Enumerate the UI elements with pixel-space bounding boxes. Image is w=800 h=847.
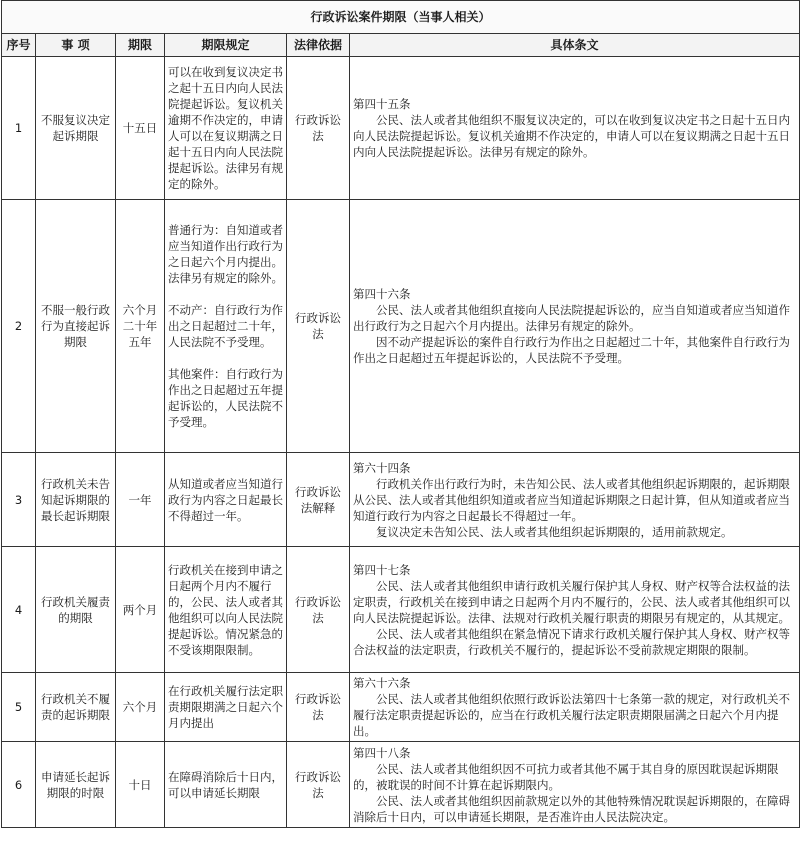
article-number: 第四十六条 [353, 287, 411, 301]
row-item: 申请延长起诉期限的时限 [36, 742, 116, 828]
deadline-table [1, 0, 800, 828]
row-rule [165, 547, 287, 673]
row-item: 行政机关不履责的起诉期限 [36, 673, 116, 742]
header-basis: 法律依据 [287, 34, 350, 57]
row-text [350, 57, 800, 200]
term-value: 五年 [128, 335, 152, 349]
paragraph-gap [168, 350, 283, 366]
row-rule [165, 453, 287, 547]
row-text [350, 453, 800, 547]
table-row [2, 547, 800, 673]
table-body [2, 1, 800, 828]
rule-paragraph: 从知道或者应当知道行政行为内容之日起最长不得超过一年。 [168, 476, 283, 523]
header-term: 期限 [116, 34, 165, 57]
row-rule [165, 57, 287, 200]
row-basis: 行政诉讼法 [287, 742, 350, 828]
header-text: 具体条文 [350, 34, 800, 57]
row-term [116, 200, 165, 453]
article-paragraph: 行政机关作出行政行为时，未告知公民、法人或者其他组织起诉期限的，起诉期限从公民、法人或者其他组织知道或者应当知道起诉期限之日起计算，但从知道或者应当知道行政行为内容之日起最长不得超过一年。 [353, 476, 790, 523]
rule-paragraph: 在障碍消除后十日内，可以申请延长期限 [168, 769, 283, 800]
article-paragraph: 复议决定未告知公民、法人或者其他组织起诉期限的，适用前款规定。 [376, 524, 733, 539]
title-row [2, 1, 800, 34]
article-number: 第四十八条 [353, 745, 411, 760]
article-paragraph: 公民、法人或者其他组织在紧急情况下请求行政机关履行保护其人身权、财产权等合法权益的法定职责，行政机关不履行的，提起诉讼不受前款规定期限的限制。 [353, 626, 790, 657]
term-value: 六个月 [122, 700, 158, 714]
table-row [2, 453, 800, 547]
row-index: 4 [2, 547, 36, 673]
row-item: 行政机关履责的期限 [36, 547, 116, 673]
article-number: 第四十七条 [353, 562, 411, 577]
row-basis: 行政诉讼法 [287, 57, 350, 200]
article-paragraph: 公民、法人或者其他组织因前款规定以外的其他特殊情况耽误起诉期限的，在障碍消除后十日内，可以申请延长期限，是否准许由人民法院决定。 [353, 793, 790, 824]
row-basis: 行政诉讼法 [287, 547, 350, 673]
article-paragraph: 因不动产提起诉讼的案件自行政行为作出之日起超过二十年，其他案件自行政行为作出之日起超过五年提起诉讼的，人民法院不予受理。 [353, 335, 790, 365]
row-item: 不服复议决定起诉期限 [36, 57, 116, 200]
article-paragraph: 公民、法人或者其他组织直接向人民法院提起诉讼的，应当自知道或者应当知道作出行政行为之日起六个月内提出。法律另有规定的除外。 [353, 303, 790, 333]
article-paragraph: 公民、法人或者其他组织因不可抗力或者其他不属于其自身的原因耽误起诉期限的，被耽误的时间不计算在起诉期限内。 [353, 761, 779, 792]
term-value: 十日 [128, 777, 152, 792]
table-row [2, 673, 800, 742]
row-rule [165, 200, 287, 453]
term-value: 十五日 [122, 121, 158, 135]
row-text [350, 673, 800, 742]
table-row [2, 57, 800, 200]
row-text [350, 547, 800, 673]
row-item: 行政机关未告知起诉期限的最长起诉期限 [36, 453, 116, 547]
row-term [116, 673, 165, 742]
table-row [2, 200, 800, 453]
table-title: 行政诉讼案件期限（当事人相关） [2, 1, 800, 34]
rule-paragraph: 可以在收到复议决定书之起十五日内向人民法院提起诉讼。复议机关逾期不作决定的，申请人可以在复议期满之日起十五日内向人民法院提起诉讼。法律另有规定的除外。 [168, 65, 283, 191]
paragraph-gap [168, 286, 283, 302]
table-row [2, 742, 800, 828]
term-value: 六个月 [122, 303, 158, 317]
article-number: 第六十四条 [353, 460, 411, 475]
row-rule [165, 742, 287, 828]
row-basis: 行政诉讼法解释 [287, 453, 350, 547]
article-paragraph: 公民、法人或者其他组织依照行政诉讼法第四十七条第一款的规定，对行政机关不履行法定职责提起诉讼的，应当在行政机关履行法定职责期限届满之日起六个月内提出。 [353, 692, 790, 738]
article-number: 第六十六条 [353, 676, 411, 690]
row-index: 1 [2, 57, 36, 200]
row-index: 3 [2, 453, 36, 547]
article-number: 第四十五条 [353, 97, 411, 111]
rule-paragraph: 在行政机关履行法定职责期限期满之日起六个月内提出 [168, 684, 283, 730]
row-index: 2 [2, 200, 36, 453]
rule-paragraph: 不动产：自行政行为作出之日起超过二十年，人民法院不予受理。 [168, 303, 283, 349]
article-paragraph: 公民、法人或者其他组织申请行政机关履行保护其人身权、财产权等合法权益的法定职责，行政机关在接到申请之日起两个月内不履行的，公民、法人或者其他组织可以向人民法院提起诉讼。法律、法规对行政机关履行职责的期限另有规定的，从其规定。 [353, 578, 790, 625]
term-value: 两个月 [122, 602, 158, 617]
row-basis: 行政诉讼法 [287, 673, 350, 742]
rule-paragraph: 普通行为：自知道或者应当知道作出行政行为之日起六个月内提出。法律另有规定的除外。 [168, 223, 283, 285]
header-rule: 期限规定 [165, 34, 287, 57]
row-term [116, 453, 165, 547]
row-text [350, 742, 800, 828]
article-paragraph: 公民、法人或者其他组织不服复议决定的，可以在收到复议决定书之日起十五日内向人民法院提起诉讼。复议机关逾期不作决定的，申请人可以在复议期满之日起十五日内向人民法院提起诉讼。法律另有规定的除外。 [353, 113, 790, 159]
row-index: 5 [2, 673, 36, 742]
row-index: 6 [2, 742, 36, 828]
term-value: 二十年 [122, 319, 158, 333]
rule-paragraph: 行政机关在接到申请之日起两个月内不履行的，公民、法人或者其他组织可以向人民法院提起诉讼。情况紧急的不受该期限限制。 [168, 562, 283, 657]
row-term [116, 547, 165, 673]
row-term [116, 57, 165, 200]
rule-paragraph: 其他案件：自行政行为作出之日起超过五年提起诉讼的，人民法院不予受理。 [168, 367, 283, 429]
header-item: 事 项 [36, 34, 116, 57]
row-term [116, 742, 165, 828]
header-row [2, 34, 800, 57]
row-item: 不服一般行政行为直接起诉期限 [36, 200, 116, 453]
row-rule [165, 673, 287, 742]
row-basis: 行政诉讼法 [287, 200, 350, 453]
header-index: 序号 [2, 34, 36, 57]
term-value: 一年 [128, 492, 152, 507]
row-text [350, 200, 800, 453]
